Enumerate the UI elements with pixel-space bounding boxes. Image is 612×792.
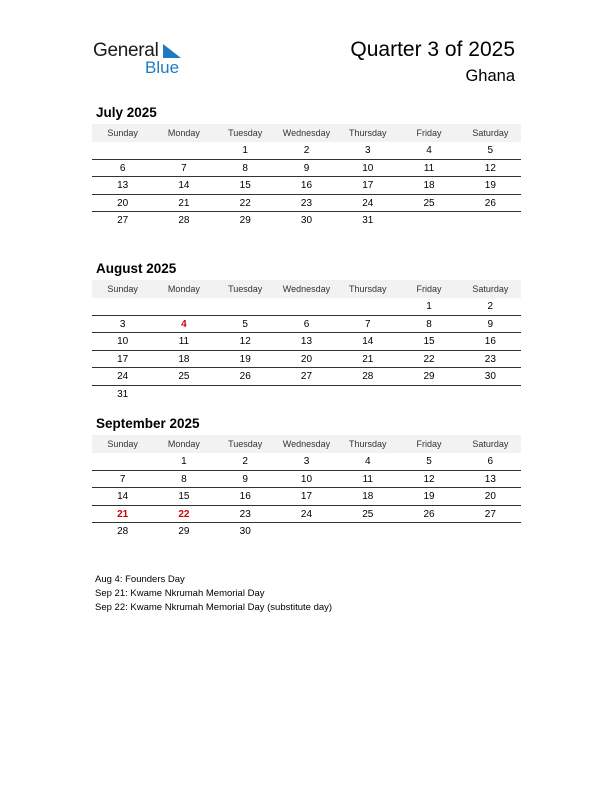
day-cell: 1 (181, 456, 187, 467)
day-cell: 19 (423, 491, 435, 502)
day-cell (153, 386, 214, 404)
day-cell: 23 (300, 197, 313, 209)
day-cell: 26 (484, 197, 496, 209)
day-cell: 2 (242, 456, 248, 467)
day-cell: 30 (484, 371, 496, 382)
week-row (92, 368, 521, 386)
weekday-label: Saturday (472, 439, 509, 449)
day-cell: 9 (242, 473, 248, 485)
day-cell: 14 (362, 336, 374, 347)
week-row (92, 195, 521, 213)
day-cell: 4 (426, 145, 432, 156)
day-cell: 8 (426, 318, 432, 330)
week-row (92, 386, 521, 404)
day-cell: 13 (484, 473, 496, 485)
week-row (92, 523, 521, 541)
day-cell: 19 (239, 353, 251, 365)
month-title: July 2025 (96, 105, 157, 120)
day-cell: 7 (181, 162, 187, 174)
weekday-label: Thursday (349, 284, 387, 294)
day-cell: 15 (178, 491, 190, 502)
day-cell: 4 (364, 456, 371, 467)
day-cell: 21 (178, 197, 190, 209)
day-cell: 12 (484, 162, 496, 174)
day-cell: 5 (426, 456, 432, 467)
day-cell: 16 (484, 336, 496, 347)
weekday-label: Sunday (107, 439, 138, 449)
day-cell: 28 (362, 371, 374, 382)
month-calendar-july (92, 103, 521, 230)
day-cell: 5 (242, 318, 248, 330)
weekday-label: Saturday (472, 128, 509, 138)
weekday-label: Tuesday (228, 128, 263, 138)
holiday-note: Sep 21: Kwame Nkrumah Memorial Day (95, 588, 265, 599)
day-cell: 18 (423, 180, 435, 191)
month-calendar-september (92, 414, 521, 541)
week-row (92, 177, 521, 195)
logo-text-general: General (93, 40, 159, 61)
day-cell: 22 (239, 197, 251, 209)
day-cell (215, 386, 276, 404)
weekday-label: Friday (416, 128, 442, 138)
day-cell: 28 (117, 526, 129, 537)
logo-triangle-icon (161, 43, 183, 59)
day-cell: 11 (362, 473, 373, 485)
day-cell: 26 (239, 371, 251, 382)
week-row (92, 488, 521, 506)
day-cell: 18 (362, 491, 374, 502)
day-cell (460, 523, 521, 541)
day-cell: 10 (362, 162, 374, 174)
month-title: September 2025 (96, 416, 200, 431)
day-cell: 24 (300, 508, 313, 520)
day-cell: 7 (119, 473, 126, 485)
week-row (92, 453, 521, 471)
day-cell: 31 (117, 388, 129, 400)
day-cell (276, 386, 337, 404)
day-cell: 20 (117, 197, 129, 209)
weekday-label: Wednesday (282, 128, 331, 138)
weekday-label: Wednesday (282, 284, 331, 294)
month-title: August 2025 (96, 261, 177, 276)
day-cell: 7 (364, 318, 371, 330)
day-cell: 3 (303, 456, 310, 467)
weekday-label: Wednesday (282, 439, 331, 449)
week-row (92, 142, 521, 160)
day-cell: 14 (117, 491, 129, 502)
day-cell: 10 (300, 473, 313, 485)
day-cell: 27 (484, 508, 496, 520)
day-cell: 1 (426, 301, 432, 312)
day-cell: 29 (178, 526, 190, 537)
brand-logo (93, 40, 193, 80)
country-name: Ghana (465, 67, 515, 85)
day-cell: 23 (239, 508, 251, 520)
holiday-day-cell: 21 (117, 508, 129, 520)
week-row (92, 212, 521, 230)
day-cell: 13 (117, 180, 129, 191)
day-cell: 31 (362, 215, 374, 226)
day-cell: 30 (300, 215, 313, 226)
day-cell (92, 142, 153, 159)
day-cell (153, 298, 214, 315)
day-cell (398, 212, 459, 230)
day-cell (460, 386, 521, 404)
weekday-label: Friday (416, 439, 442, 449)
day-cell: 11 (178, 336, 190, 347)
week-row (92, 298, 521, 316)
day-cell: 16 (239, 491, 251, 502)
weekday-label: Monday (167, 128, 200, 138)
weekday-label: Sunday (107, 128, 138, 138)
day-cell (153, 142, 214, 159)
day-cell: 3 (364, 145, 371, 156)
weekday-label: Tuesday (228, 439, 263, 449)
weekday-label: Thursday (349, 128, 387, 138)
day-cell (398, 523, 459, 541)
weekday-header-row (92, 435, 521, 453)
day-cell: 12 (239, 336, 251, 347)
day-cell: 17 (300, 491, 313, 502)
day-cell (337, 386, 398, 404)
day-cell: 14 (178, 180, 190, 191)
day-cell: 25 (423, 197, 435, 209)
day-cell: 17 (117, 353, 129, 365)
weekday-label: Thursday (349, 439, 387, 449)
day-cell: 6 (303, 318, 310, 330)
day-cell: 27 (300, 371, 313, 382)
week-row (92, 316, 521, 334)
day-cell: 24 (117, 371, 129, 382)
day-cell: 5 (487, 145, 494, 156)
weekday-label: Saturday (472, 284, 509, 294)
day-cell: 9 (487, 318, 494, 330)
day-cell: 9 (303, 162, 310, 174)
day-cell: 2 (303, 145, 310, 156)
logo-text-blue: Blue (145, 58, 180, 77)
day-cell: 13 (300, 336, 313, 347)
day-cell: 21 (362, 353, 374, 365)
holiday-day-cell: 4 (181, 318, 187, 330)
holiday-notes (95, 573, 332, 615)
day-cell: 22 (423, 353, 435, 365)
week-row (92, 160, 521, 178)
page-title: Quarter 3 of 2025 (350, 38, 515, 61)
day-cell (337, 298, 398, 315)
day-cell: 24 (362, 197, 374, 209)
day-cell (276, 298, 337, 315)
week-row (92, 471, 521, 489)
day-cell: 3 (119, 318, 126, 330)
day-cell (276, 523, 337, 541)
day-cell: 29 (239, 215, 251, 226)
day-cell: 8 (181, 473, 187, 485)
day-cell: 19 (484, 180, 496, 191)
day-cell: 25 (362, 508, 374, 520)
day-cell: 15 (239, 180, 251, 191)
day-cell (337, 523, 398, 541)
holiday-day-cell: 22 (178, 508, 190, 520)
day-cell (92, 298, 153, 315)
holiday-note: Aug 4: Founders Day (95, 574, 185, 585)
day-cell: 23 (484, 353, 496, 365)
day-cell: 2 (487, 301, 494, 312)
day-cell: 15 (423, 336, 435, 347)
day-cell (92, 453, 153, 470)
day-cell (215, 298, 276, 315)
weekday-label: Tuesday (228, 284, 263, 294)
day-cell: 18 (178, 353, 190, 365)
week-row (92, 351, 521, 369)
day-cell: 8 (242, 162, 248, 174)
weekday-label: Monday (167, 439, 200, 449)
day-cell (460, 212, 521, 230)
weekday-label: Sunday (107, 284, 138, 294)
weekday-header-row (92, 124, 521, 142)
day-cell: 1 (242, 145, 248, 156)
day-cell: 16 (300, 180, 313, 191)
weekday-header-row (92, 280, 521, 298)
weekday-label: Friday (416, 284, 442, 294)
holiday-note: Sep 22: Kwame Nkrumah Memorial Day (substitute day) (95, 602, 333, 613)
day-cell: 30 (239, 526, 251, 537)
day-cell: 6 (487, 456, 494, 467)
day-cell: 26 (423, 508, 435, 520)
day-cell: 20 (484, 491, 496, 502)
day-cell (398, 386, 459, 404)
day-cell: 17 (362, 180, 374, 191)
day-cell: 28 (178, 215, 190, 226)
day-cell: 10 (117, 336, 129, 347)
day-cell: 20 (300, 353, 313, 365)
day-cell: 29 (423, 371, 435, 382)
day-cell: 12 (423, 473, 435, 485)
weekday-label: Monday (167, 284, 200, 294)
week-row (92, 333, 521, 351)
week-row (92, 506, 521, 524)
day-cell: 27 (117, 215, 129, 226)
month-calendar-august (92, 259, 521, 403)
day-cell: 6 (119, 162, 126, 174)
day-cell: 25 (178, 371, 190, 382)
day-cell: 11 (423, 162, 435, 174)
